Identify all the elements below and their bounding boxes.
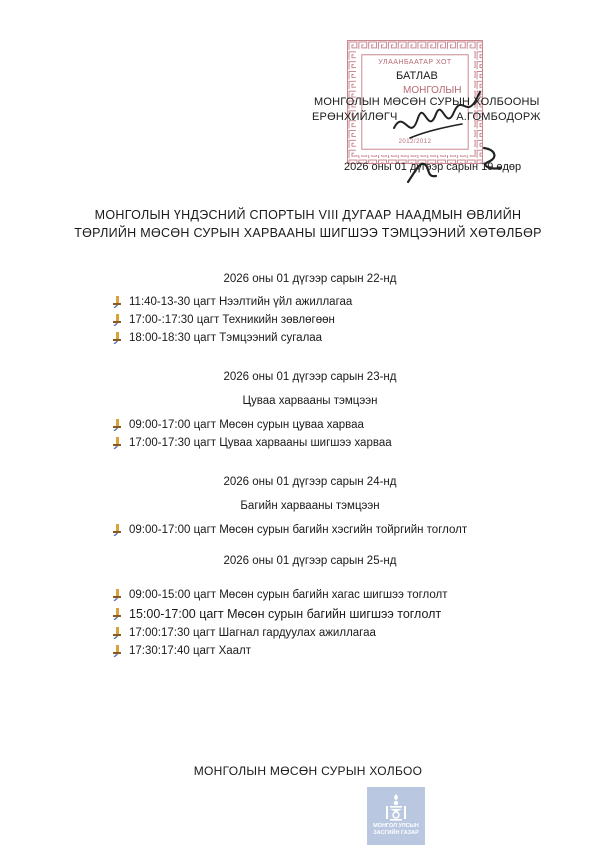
approval-label: БАТЛАВ: [396, 70, 438, 82]
list-item: [112, 627, 376, 639]
schedule-item-text: 09:00-15:00 цагт Мөсөн сурын багийн хагас шигшээ тоглолт: [129, 589, 448, 601]
approval-date: 2026 оны 01 дүгээр сарын 19 өдөр: [344, 161, 522, 173]
list-item: [112, 607, 441, 621]
schedule-item-text: 09:00-17:00 цагт Мөсөн сурын цуваа харваа: [129, 419, 364, 431]
pushpin-bullet-icon: [112, 296, 124, 308]
day-2-date: 2026 оны 01 дүгээр сарын 23-нд: [223, 371, 397, 383]
day-2-subtitle: Цуваа харвааны тэмцээн: [242, 395, 378, 407]
schedule-item-text: 17:00:17:30 цагт Шагнал гардуулах ажиллагаа: [129, 627, 376, 639]
stamp-org-text: МОНГОЛЫН: [403, 85, 462, 96]
approval-organization: МОНГОЛЫН МӨСӨН СУРЫН ХОЛБООНЫ: [314, 96, 540, 108]
approval-signer: ЕРӨНХИЙЛӨГЧ А.ГОМБОДОРЖ: [312, 111, 541, 123]
pushpin-bullet-icon: [112, 524, 124, 536]
pushpin-bullet-icon: [112, 645, 124, 657]
document-title-line-1: МОНГОЛЫН ҮНДЭСНИЙ СПОРТЫН VIII ДУГААР НААДМЫН ӨВЛИЙН: [94, 208, 522, 222]
handwritten-signature: [380, 78, 520, 188]
day-3-subtitle: Багийн харвааны тэмцээн: [240, 500, 380, 512]
schedule-item-text: 15:00-17:00 цагт Мөсөн сурын багийн шигшээ тоглолт: [129, 607, 442, 621]
schedule-item-text: 09:00-17:00 цагт Мөсөн сурын багийн хэсгийн тойргийн тоглолт: [129, 524, 468, 536]
day-4-date: 2026 оны 01 дүгээр сарын 25-нд: [223, 555, 397, 567]
schedule-item-text: 17:00-:17:30 цагт Техникийн зөвлөгөөн: [129, 314, 335, 326]
list-item: [112, 332, 322, 344]
list-item: [112, 437, 392, 449]
pushpin-bullet-icon: [112, 589, 124, 601]
footer-organization: МОНГОЛЫН МӨСӨН СУРЫН ХОЛБОО: [193, 764, 423, 778]
emblem-text-line-2: ЗАСГИЙН ГАЗАР: [373, 830, 419, 836]
pushpin-bullet-icon: [112, 627, 124, 639]
pushpin-bullet-icon: [112, 419, 124, 431]
schedule-item-text: 17:00-17:30 цагт Цуваа харвааны шигшээ харваа: [129, 437, 392, 449]
government-emblem: [367, 787, 425, 845]
list-item: [112, 589, 448, 601]
document-title-line-2: ТӨРЛИЙН МӨСӨН СУРЫН ХАРВААНЫ ШИГШЭЭ ТЭМЦЭЭНИЙ ХӨТӨЛБӨР: [74, 226, 542, 240]
schedule-item-text: 11:40-13-30 цагт Нээлтийн үйл ажиллагаа: [129, 296, 353, 308]
pushpin-bullet-icon: [112, 437, 124, 449]
schedule-item-text: 18:00-18:30 цагт Тэмцээний сугалаа: [129, 332, 323, 344]
day-1-date: 2026 оны 01 дүгээр сарын 22-нд: [223, 273, 397, 285]
pushpin-bullet-icon: [112, 608, 124, 620]
soyombo-emblem-icon: [382, 793, 410, 821]
list-item: [112, 419, 364, 431]
list-item: [112, 645, 251, 657]
day-3-date: 2026 оны 01 дүгээр сарын 24-нд: [223, 476, 397, 488]
list-item: [112, 524, 467, 536]
stamp-registration-text: 2012/2012: [398, 139, 432, 145]
pushpin-bullet-icon: [112, 332, 124, 344]
emblem-text-line-1: МОНГОЛ УЛСЫН: [373, 823, 419, 829]
pushpin-bullet-icon: [112, 314, 124, 326]
stamp-city-text: УЛААНБААТАР ХОТ: [378, 59, 452, 66]
list-item: [112, 296, 352, 308]
list-item: [112, 314, 335, 326]
schedule-item-text: 17:30:17:40 цагт Хаалт: [129, 645, 252, 657]
